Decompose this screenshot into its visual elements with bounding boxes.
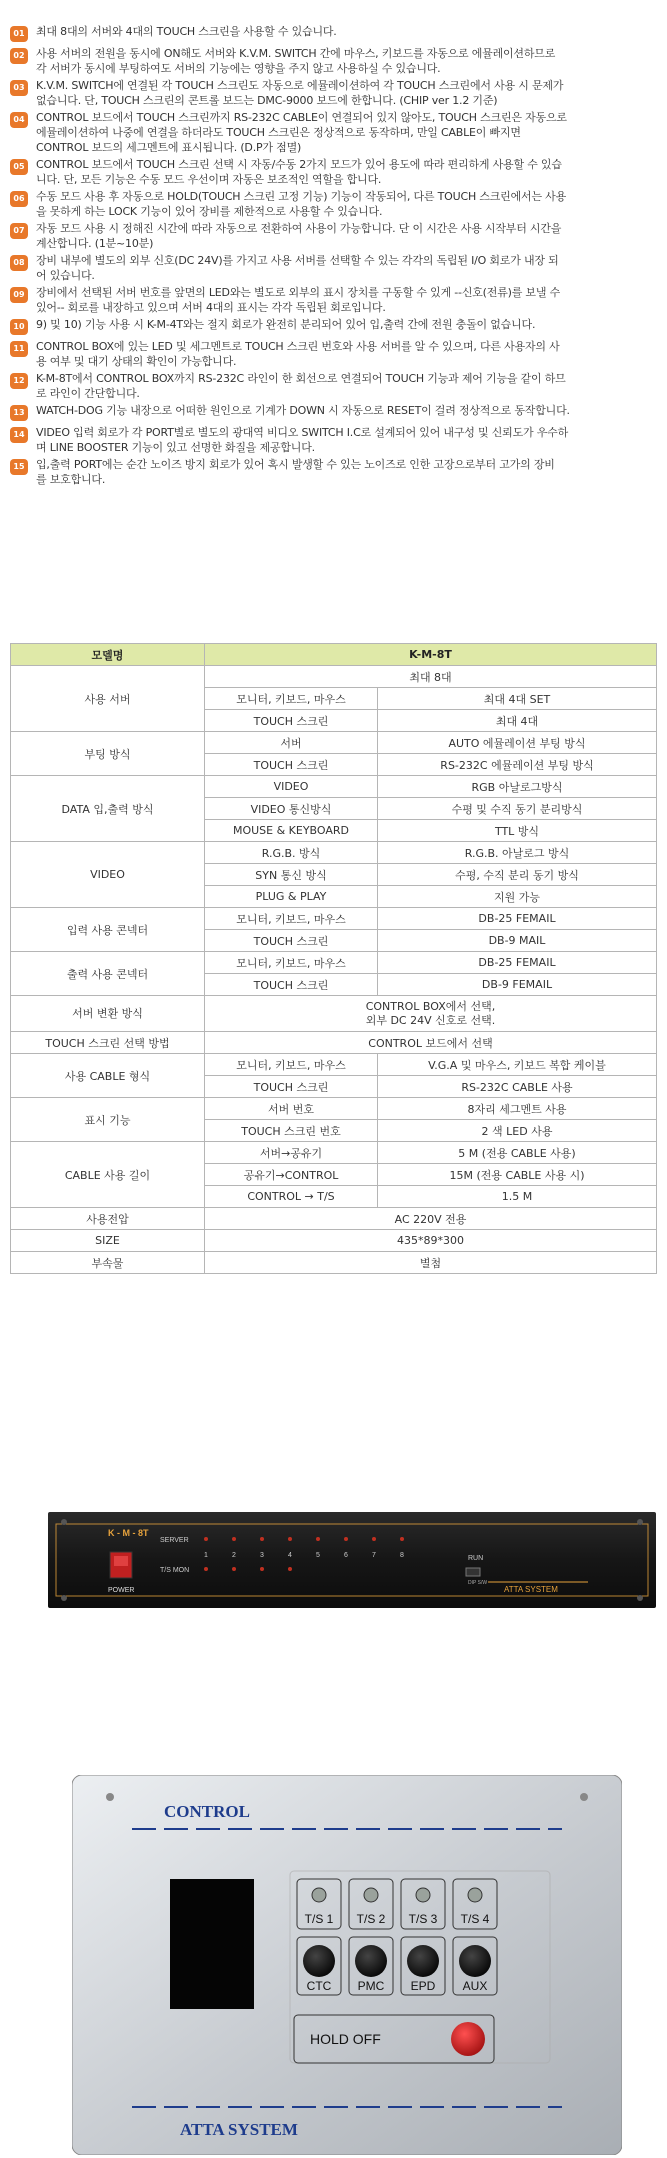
- feature-number-badge: 11: [10, 341, 28, 357]
- spec-value: AC 220V 전용: [205, 1208, 657, 1230]
- port-number: 4: [288, 1552, 292, 1559]
- spec-sublabel: VIDEO: [205, 776, 378, 798]
- port-number: 7: [372, 1552, 376, 1559]
- server-led: [372, 1537, 376, 1541]
- spec-sublabel: TOUCH 스크린: [205, 974, 378, 996]
- feature-text: 용 여부 및 대기 상태의 확인이 가능합니다.: [36, 355, 237, 368]
- brand-label: ATTA SYSTEM: [504, 1585, 558, 1594]
- feature-text: CONTROL 보드에서 TOUCH 스크린까지 RS-232C CABLE이 연결되어 있지 않아도, TOUCH 스크린은 자동으로: [36, 111, 567, 124]
- feature-text: 장비에서 선택된 서버 번호를 앞면의 LED와는 별도로 외부의 표시 장치를 구동할 수 있게 --신호(전류)를 보낼 수: [36, 286, 561, 299]
- spec-header-row: [11, 644, 657, 666]
- feature-item: [10, 157, 660, 189]
- spec-value: RS-232C CABLE 사용: [378, 1076, 657, 1098]
- hold-off-button: [451, 2022, 485, 2056]
- port-number: 2: [232, 1552, 236, 1559]
- spec-label: 사용 CABLE 형식: [11, 1054, 205, 1098]
- spec-sublabel: TOUCH 스크린: [205, 930, 378, 952]
- spec-value: 수평, 수직 분리 동기 방식: [378, 864, 657, 886]
- server-label: SERVER: [160, 1537, 189, 1544]
- server-led: [288, 1537, 292, 1541]
- table-row: [11, 908, 657, 930]
- table-row: [11, 996, 657, 1032]
- spec-value: 최대 8대: [205, 666, 657, 688]
- feature-text: WATCH-DOG 기능 내장으로 어떠한 원인으로 기계가 DOWN 시 자동으로 RESET이 걸려 정상적으로 동작합니다.: [36, 404, 570, 417]
- server-led: [344, 1537, 348, 1541]
- feature-text: 계산합니다. (1분~10분): [36, 237, 154, 250]
- power-label: POWER: [108, 1587, 135, 1594]
- spec-sublabel: 모니터, 키보드, 마우스: [205, 952, 378, 974]
- feature-number-badge: 09: [10, 287, 28, 303]
- table-row: [11, 1142, 657, 1164]
- feature-item: [10, 371, 660, 403]
- table-row: [11, 1098, 657, 1120]
- feature-text: 어 있습니다.: [36, 269, 95, 282]
- spec-label: DATA 입,출력 방식: [11, 776, 205, 842]
- feature-item: [10, 110, 660, 157]
- control-box-image: [72, 1775, 622, 2155]
- table-row: [11, 1252, 657, 1274]
- pmc-button: [355, 1945, 387, 1977]
- feature-item: [10, 425, 660, 457]
- feature-text: 며 LINE BOOSTER 기능이 있고 선명한 화질을 제공합니다.: [36, 441, 315, 454]
- feature-number-badge: 13: [10, 405, 28, 421]
- feature-number-badge: 01: [10, 26, 28, 42]
- spec-value: 1.5 M: [378, 1186, 657, 1208]
- feature-text: 를 보호합니다.: [36, 473, 106, 486]
- feature-item: [10, 189, 660, 221]
- spec-value: 최대 4대: [378, 710, 657, 732]
- spec-sublabel: PLUG & PLAY: [205, 886, 378, 908]
- spec-value: TTL 방식: [378, 820, 657, 842]
- pmc-label: PMC: [357, 1979, 385, 1993]
- feature-text: K-M-8T에서 CONTROL BOX까지 RS-232C 라인이 한 회선으로 연결되어 TOUCH 기능과 제어 기능을 같이 하므: [36, 372, 566, 385]
- spec-value: 435*89*300: [205, 1230, 657, 1252]
- feature-item: [10, 403, 660, 425]
- spec-label: 입력 사용 콘넥터: [11, 908, 205, 952]
- spec-value: 2 색 LED 사용: [378, 1120, 657, 1142]
- spec-value: DB-25 FEMAIL: [378, 952, 657, 974]
- spec-value: 5 M (전용 CABLE 사용): [378, 1142, 657, 1164]
- feature-text: 수동 모드 사용 후 자동으로 HOLD(TOUCH 스크린 고정 기능) 기능이 작동되어, 다른 TOUCH 스크린에서는 사용: [36, 190, 567, 203]
- spec-value: CONTROL 보드에서 선택: [205, 1032, 657, 1054]
- table-row: [11, 1032, 657, 1054]
- spec-value: 수평 및 수직 동기 분리방식: [378, 798, 657, 820]
- power-switch-rocker: [114, 1556, 128, 1566]
- port-number: 5: [316, 1552, 320, 1559]
- spec-value: DB-9 FEMAIL: [378, 974, 657, 996]
- spec-label: 사용 서버: [11, 666, 205, 732]
- ctc-label: CTC: [306, 1979, 332, 1993]
- port-number: 1: [204, 1552, 208, 1559]
- server-led: [260, 1537, 264, 1541]
- spec-sublabel: 모니터, 키보드, 마우스: [205, 688, 378, 710]
- rack-screw-icon: [637, 1595, 643, 1601]
- feature-item: [10, 24, 660, 46]
- table-row: [11, 776, 657, 798]
- aux-label: AUX: [462, 1979, 488, 1993]
- port-number: 3: [260, 1552, 264, 1559]
- dip-label: DIP S/W: [468, 1580, 488, 1586]
- spec-label: 표시 기능: [11, 1098, 205, 1142]
- feature-text: 사용 서버의 전원을 동시에 ON해도 서버와 K.V.M. SWITCH 간에 마우스, 키보드를 자동으로 에뮬레이션하므로: [36, 47, 556, 60]
- tsmon-led: [260, 1567, 264, 1571]
- feature-number-badge: 02: [10, 48, 28, 64]
- spec-sublabel: 모니터, 키보드, 마우스: [205, 908, 378, 930]
- feature-text: CONTROL 보드에서 TOUCH 스크린 선택 시 자동/수동 2가지 모드가 있어 용도에 따라 편리하게 사용할 수 있습: [36, 158, 562, 171]
- feature-item: [10, 253, 660, 285]
- port-number: 6: [344, 1552, 348, 1559]
- spec-sublabel: MOUSE & KEYBOARD: [205, 820, 378, 842]
- feature-number-badge: 05: [10, 159, 28, 175]
- rack-screw-icon: [61, 1519, 67, 1525]
- screw-icon: [580, 1793, 588, 1801]
- feature-text: VIDEO 입력 회로가 각 PORT별로 별도의 광대역 비디오 SWITCH I.C로 설계되어 있어 내구성 및 신뢰도가 우수하: [36, 426, 569, 439]
- spec-value: R.G.B. 아날로그 방식: [378, 842, 657, 864]
- feature-number-badge: 03: [10, 80, 28, 96]
- spec-sublabel: 서버 번호: [205, 1098, 378, 1120]
- feature-text: 있어-- 회로를 내장하고 있으며 서버 4대의 표시는 각각 독립된 회로입니다.: [36, 301, 386, 314]
- ts-4-led: [468, 1888, 482, 1902]
- spec-sublabel: TOUCH 스크린: [205, 710, 378, 732]
- spec-value-line: 외부 DC 24V 신호로 선택.: [365, 1013, 496, 1027]
- feature-text: 에뮬레이션하여 나중에 연결을 하더라도 TOUCH 스크린은 정상적으로 동작하며, 만일 CABLE이 빠지면: [36, 126, 521, 139]
- table-row: [11, 952, 657, 974]
- tsmon-label: T/S MON: [160, 1567, 190, 1574]
- spec-value: RGB 아날로그방식: [378, 776, 657, 798]
- hold-off-label: HOLD OFF: [310, 2031, 381, 2047]
- ts-2-led: [364, 1888, 378, 1902]
- model-label: K - M - 8T: [108, 1528, 149, 1538]
- table-row: [11, 1054, 657, 1076]
- feature-text: 자동 모드 사용 시 정해진 시간에 따라 자동으로 전환하여 사용이 가능합니다. 단 이 시간은 사용 시작부터 시간을: [36, 222, 562, 235]
- feature-text: CONTROL BOX에 있는 LED 및 세그멘트로 TOUCH 스크린 번호와 사용 서버를 알 수 있으며, 다른 사용자의 사: [36, 340, 560, 353]
- spec-label: 부속물: [11, 1252, 205, 1274]
- feature-text: 장비 내부에 별도의 외부 신호(DC 24V)를 가지고 사용 서버를 선택할 수 있는 각각의 독립된 I/O 회로가 내장 되: [36, 254, 559, 267]
- table-row: [11, 732, 657, 754]
- spec-table: [10, 643, 657, 1274]
- spec-label: 서버 변환 방식: [11, 996, 205, 1032]
- spec-sublabel: 서버: [205, 732, 378, 754]
- control-brand: ATTA SYSTEM: [180, 2120, 298, 2139]
- spec-value: RS-232C 에뮬레이션 부팅 방식: [378, 754, 657, 776]
- feature-text: 최대 8대의 서버와 4대의 TOUCH 스크린을 사용할 수 있습니다.: [36, 25, 337, 38]
- spec-sublabel: VIDEO 통신방식: [205, 798, 378, 820]
- feature-number-badge: 06: [10, 191, 28, 207]
- feature-item: [10, 317, 660, 339]
- feature-number-badge: 14: [10, 427, 28, 443]
- feature-text: 없습니다. 단, TOUCH 스크린의 콘트롤 보드는 DMC-9000 보드에 한합니다. (CHIP ver 1.2 기준): [36, 94, 498, 107]
- panel-body: [48, 1512, 656, 1608]
- screw-icon: [106, 1793, 114, 1801]
- spec-sublabel: TOUCH 스크린: [205, 1076, 378, 1098]
- feature-item: [10, 339, 660, 371]
- aux-button: [459, 1945, 491, 1977]
- spec-value: 최대 4대 SET: [378, 688, 657, 710]
- ts-1-led: [312, 1888, 326, 1902]
- kvm-front-panel-drawing: [48, 1510, 656, 1610]
- spec-sublabel: CONTROL → T/S: [205, 1186, 378, 1208]
- ctc-button: [303, 1945, 335, 1977]
- spec-label: CABLE 사용 길이: [11, 1142, 205, 1208]
- control-box-drawing: [72, 1775, 622, 2155]
- spec-label: 출력 사용 콘넥터: [11, 952, 205, 996]
- spec-value: 지원 가능: [378, 886, 657, 908]
- spec-label: VIDEO: [11, 842, 205, 908]
- feature-list: [10, 24, 660, 489]
- feature-item: [10, 78, 660, 110]
- feature-number-badge: 07: [10, 223, 28, 239]
- spec-label: TOUCH 스크린 선택 방법: [11, 1032, 205, 1054]
- table-row: [11, 842, 657, 864]
- epd-button: [407, 1945, 439, 1977]
- spec-sublabel: 서버→공유기: [205, 1142, 378, 1164]
- feature-text: 각 서버가 동시에 부팅하여도 서버의 기능에는 영향을 주지 않고 사용하실 수 있습니다.: [36, 62, 441, 75]
- feature-item: [10, 46, 660, 78]
- server-led: [316, 1537, 320, 1541]
- run-label: RUN: [468, 1555, 484, 1562]
- spec-sublabel: 모니터, 키보드, 마우스: [205, 1054, 378, 1076]
- kvm-front-panel-image: [48, 1510, 656, 1610]
- tsmon-led: [204, 1567, 208, 1571]
- ts-3-label: T/S 3: [408, 1912, 438, 1926]
- table-row: [11, 1208, 657, 1230]
- segment-display: [170, 1879, 254, 2009]
- spec-value: 별첨: [205, 1252, 657, 1274]
- spec-label: SIZE: [11, 1230, 205, 1252]
- epd-label: EPD: [410, 1979, 436, 1993]
- feature-text: CONTROL 보드의 세그멘트에 표시됩니다. (D.P가 점멸): [36, 141, 302, 154]
- spec-sublabel: TOUCH 스크린: [205, 754, 378, 776]
- spec-header-cell: K-M-8T: [205, 644, 657, 666]
- feature-text: 로 라인이 간단합니다.: [36, 387, 140, 400]
- spec-value: [205, 996, 657, 1032]
- control-title: CONTROL: [164, 1802, 250, 1821]
- feature-item: [10, 457, 660, 489]
- spec-value: DB-25 FEMAIL: [378, 908, 657, 930]
- spec-label: 사용전압: [11, 1208, 205, 1230]
- tsmon-led: [288, 1567, 292, 1571]
- feature-number-badge: 15: [10, 459, 28, 475]
- feature-number-badge: 08: [10, 255, 28, 271]
- spec-header-cell: 모델명: [11, 644, 205, 666]
- control-box-body: [72, 1775, 622, 2155]
- spec-value: V.G.A 및 마우스, 키보드 복합 케이블: [378, 1054, 657, 1076]
- spec-label: 부팅 방식: [11, 732, 205, 776]
- spec-sublabel: 공유기→CONTROL: [205, 1164, 378, 1186]
- feature-number-badge: 04: [10, 112, 28, 128]
- spec-sublabel: R.G.B. 방식: [205, 842, 378, 864]
- table-row: [11, 666, 657, 688]
- table-row: [11, 1230, 657, 1252]
- feature-number-badge: 12: [10, 373, 28, 389]
- ts-4-label: T/S 4: [460, 1912, 490, 1926]
- tsmon-led: [232, 1567, 236, 1571]
- spec-value: 8자리 세그멘트 사용: [378, 1098, 657, 1120]
- rack-screw-icon: [637, 1519, 643, 1525]
- rack-screw-icon: [61, 1595, 67, 1601]
- feature-text: K.V.M. SWITCH에 연결된 각 TOUCH 스크린도 자동으로 에뮬레이션하여 각 TOUCH 스크린에서 사용 시 문제가: [36, 79, 564, 92]
- server-led: [232, 1537, 236, 1541]
- ts-3-led: [416, 1888, 430, 1902]
- ts-1-label: T/S 1: [304, 1912, 334, 1926]
- feature-number-badge: 10: [10, 319, 28, 335]
- spec-value: DB-9 MAIL: [378, 930, 657, 952]
- spec-sublabel: TOUCH 스크린 번호: [205, 1120, 378, 1142]
- spec-value: AUTO 에뮬레이션 부팅 방식: [378, 732, 657, 754]
- feature-item: [10, 285, 660, 317]
- ts-2-label: T/S 2: [356, 1912, 386, 1926]
- spec-sublabel: SYN 통신 방식: [205, 864, 378, 886]
- server-led: [400, 1537, 404, 1541]
- port-number: 8: [400, 1552, 404, 1559]
- feature-text: 9) 및 10) 기능 사용 시 K-M-4T와는 절지 회로가 완전히 분리되어 있어 입,출력 간에 전원 충돌이 없습니다.: [36, 318, 536, 331]
- spec-value: 15M (전용 CABLE 사용 시): [378, 1164, 657, 1186]
- feature-text: 니다. 단, 모든 기능은 수동 모드 우선이며 자동은 보조적인 역할을 합니다.: [36, 173, 382, 186]
- feature-text: 입,출력 PORT에는 순간 노이즈 방지 회로가 있어 혹시 발생할 수 있는 노이즈로 인한 고장으로부터 고가의 장비: [36, 458, 555, 471]
- feature-item: [10, 221, 660, 253]
- feature-text: 을 못하게 하는 LOCK 기능이 있어 장비를 제한적으로 사용할 수 있습니다.: [36, 205, 383, 218]
- spec-value-line: CONTROL BOX에서 선택,: [365, 999, 496, 1013]
- server-led: [204, 1537, 208, 1541]
- dip-switch: [466, 1568, 480, 1576]
